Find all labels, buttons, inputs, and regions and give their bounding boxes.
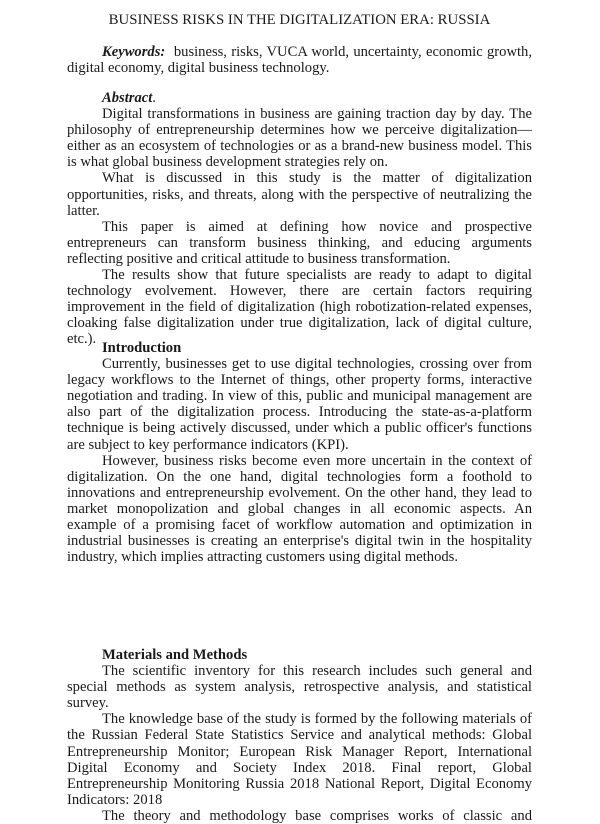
abstract-heading-period: . bbox=[152, 90, 156, 106]
materials-heading: Materials and Methods bbox=[102, 647, 248, 663]
abstract-heading bbox=[67, 90, 532, 106]
abstract-paragraph: Digital transformations in business are gaining traction day by day. The philosophy of entrepreneurship determines how we perceive digitalization—either as an ecosystem of technologies or as a brand-new business model. This is what global business development strategies rely on. bbox=[67, 106, 532, 171]
paper-title: BUSINESS RISKS IN THE DIGITALIZATION ERA: RUSSIA bbox=[108, 12, 491, 28]
abstract-heading-text: Abstract bbox=[102, 90, 153, 106]
keywords-text: business, risks, VUCA world, uncertainty, economic growth, digital economy, digital business technology. bbox=[67, 44, 532, 77]
keywords-label: Keywords: bbox=[102, 44, 166, 60]
abstract-paragraph: This paper is aimed at defining how novice and prospective entrepreneurs can transform business thinking, and educing arguments reflecting positive and critical attitude to business transformation. bbox=[67, 218, 532, 267]
abstract-paragraph: The results show that future specialists are ready to adapt to digital technology evolvement. However, there are certain factors requiring improvement in the field of digitalization (high robotization-related expenses, cloaking false digitalization under true digitalization, lack of digital culture, etc.). bbox=[67, 267, 532, 348]
introduction-section bbox=[67, 340, 532, 565]
introduction-paragraph: Currently, businesses get to use digital technologies, crossing over from legacy workflows to the Internet of things, other property forms, interactive negotiation and trading. In view of this, public and municipal management are also part of the digitalization process. Introducing the state-as-a-platform technique is being actively discussed, under which a public officer's functions are subject to key performance indicators (KPI). bbox=[67, 356, 532, 453]
keywords-paragraph bbox=[67, 44, 532, 76]
abstract-section bbox=[67, 90, 532, 348]
introduction-paragraph: However, business risks become even more uncertain in the context of digitalization. On the one hand, digital technologies form a foothold to innovations and entrepreneurship evolvement. On the other hand, they lead to market monopolization and global changes in all economic aspects. An example of a promising facet of workflow automation and optimization in industrial businesses is creating an enterprise's digital twin in the hospitality industry, which implies attracting customers using digital methods. bbox=[67, 452, 532, 566]
materials-paragraph: The scientific inventory for this research includes such general and special methods as system analysis, retrospective analysis, and statistical survey. bbox=[67, 663, 532, 712]
keywords-section bbox=[67, 44, 532, 76]
introduction-heading: Introduction bbox=[102, 340, 182, 356]
materials-paragraph: The theory and methodology base comprises works of classic and bbox=[102, 807, 532, 824]
materials-section bbox=[67, 647, 532, 824]
materials-paragraph: The knowledge base of the study is formed by the following materials of the Russian Federal State Statistics Service and analytical methods: Global Entrepreneurship Monitor; European Risk Manager Report, International Digital Economy and Society Index 2018. Final report, Global Entrepreneurship Monitoring Russia 2018 National Report, Digital Economy Indicators: 2018 bbox=[67, 711, 532, 808]
abstract-paragraph: What is discussed in this study is the matter of digitalization opportunities, risks, and threats, along with the perspective of neutralizing the latter. bbox=[67, 170, 532, 219]
